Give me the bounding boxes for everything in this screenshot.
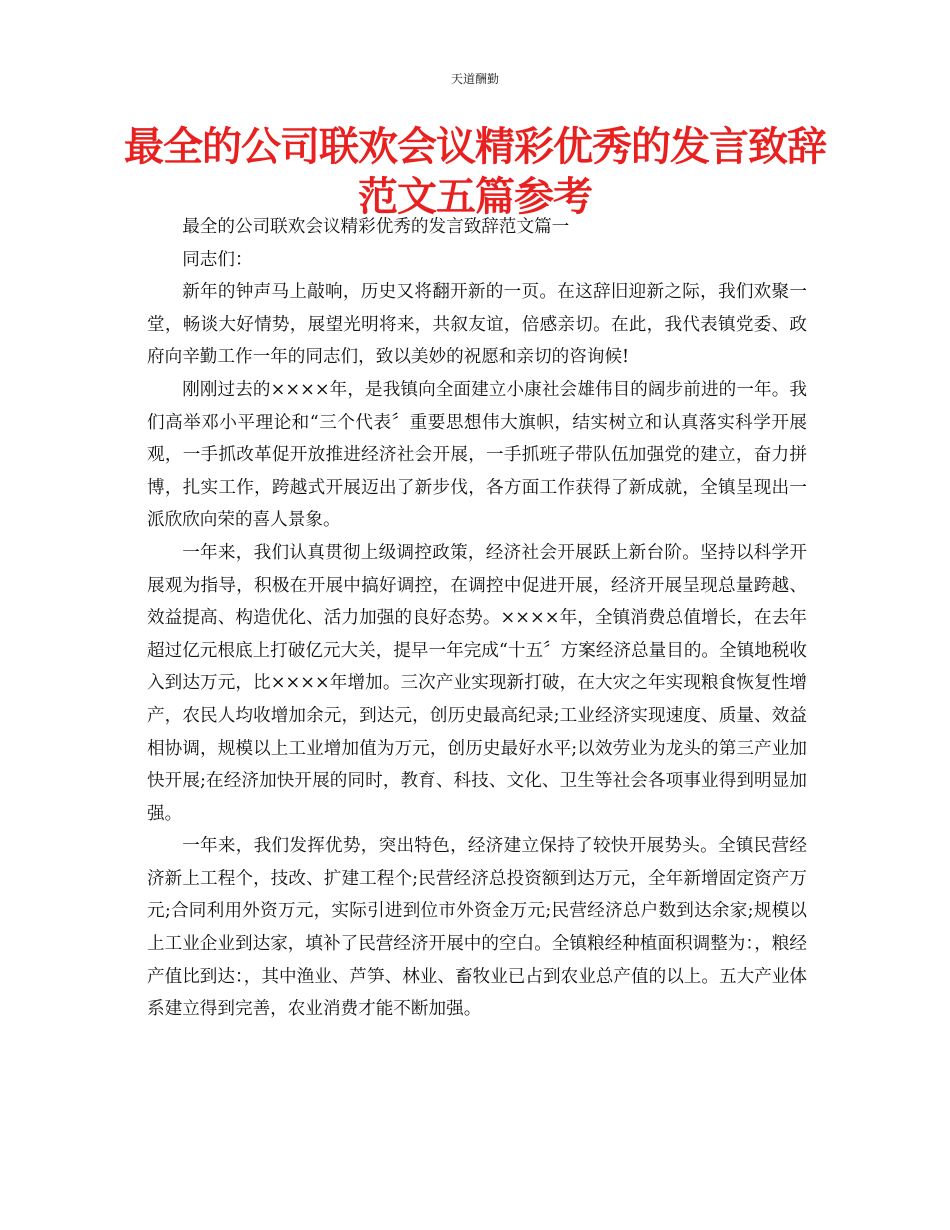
section-subtitle: 最全的公司联欢会议精彩优秀的发言致辞范文篇一 [182, 217, 570, 237]
document-body [147, 211, 807, 1026]
paragraph: 一年来，我们认真贯彻上级调控政策，经济社会开展跃上新台阶。坚持以科学开展观为指导，积极在开展中搞好调控，在调控中促进开展，经济开展呈现总量跨越、效益提高、构造优化、活力加强的良好态势。××××年，全镇消费总值增长，在去年超过亿元根底上打破亿元大关，提早一年完成“十五〞方案经济总量目的。全镇地税收入到达万元，比××××年增加。三次产业实现新打破，在大灾之年实现粮食恢复性增产，农民人均收增加余元，到达元，创历史最高纪录;工业经济实现速度、质量、效益相协调，规模以上工业增加值为万元，创历史最好水平;以效劳业为龙头的第三产业加快开展;在经济加快开展的同时，教育、科技、文化、卫生等社会各项事业得到明显加强。 [147, 542, 807, 824]
paragraph: 一年来，我们发挥优势，突出特色，经济建立保持了较快开展势头。全镇民营经济新上工程个，技改、扩建工程个;民营经济总投资额到达万元，全年新增固定资产万元;合同利用外资万元，实际引进到位市外资金万元;民营经济总户数到达余家;规模以上工业企业到达家，填补了民营经济开展中的空白。全镇粮经种植面积调整为：，粮经产值比到达：，其中渔业、芦笋、林业、畜牧业已占到农业总产值的以上。五大产业体系建立得到完善，农业消费才能不断加强。 [147, 836, 807, 1020]
paragraph: 新年的钟声马上敲响，历史又将翻开新的一页。在这辞旧迎新之际，我们欢聚一堂，畅谈大好情势，展望光明将来，共叙友谊，倍感亲切。在此，我代表镇党委、政府向辛勤工作一年的同志们，致以美妙的祝愿和亲切的咨询候! [147, 282, 807, 368]
paragraph: 刚刚过去的××××年，是我镇向全面建立小康社会雄伟目的阔步前进的一年。我们高举邓小平理论和“三个代表〞重要思想伟大旗帜，结实树立和认真落实科学开展观，一手抓改革促开放推进经济社会开展，一手抓班子带队伍加强党的建立，奋力拼博，扎实工作，跨越式开展迈出了新步伐，各方面工作获得了新成就，全镇呈现出一派欣欣向荣的喜人景象。 [147, 379, 807, 531]
document-title: 最全的公司联欢会议精彩优秀的发言致辞范文五篇参考 [124, 124, 826, 220]
greeting: 同志们： [182, 249, 253, 270]
page-header: 天道酬勤 [450, 72, 499, 86]
